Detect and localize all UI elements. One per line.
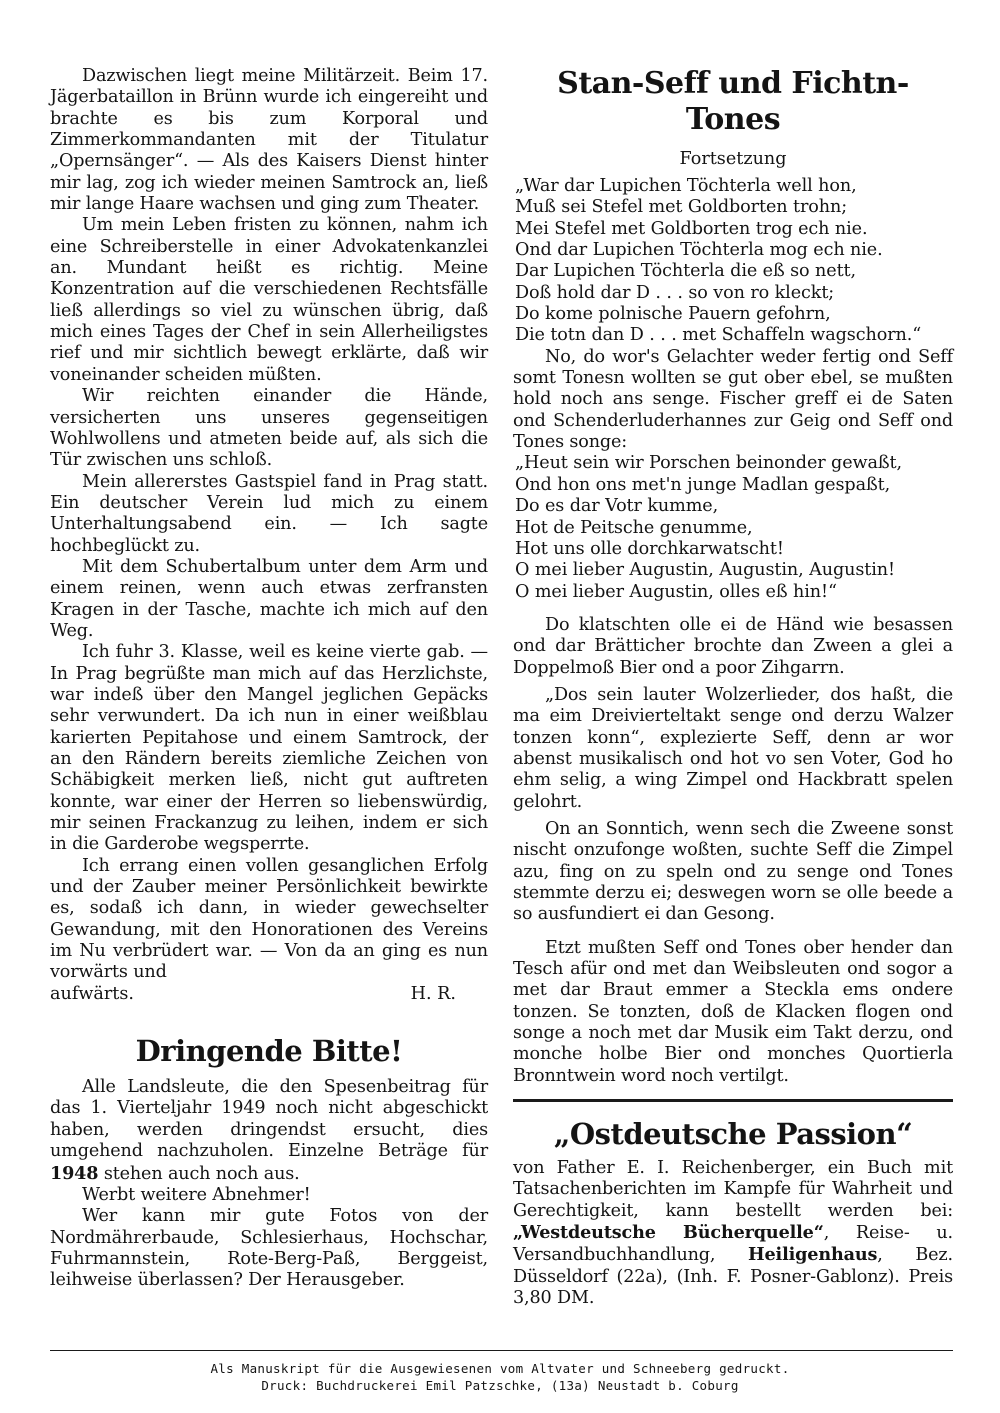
memoir-closing-line: [50, 984, 488, 1005]
poem-line: Do es dar Votr kumme,: [515, 496, 719, 517]
story-paragraph: On an Sonntich, wenn sech die Zweene sonst nischt onzufonge woßten, suchte Seff die Zimpel azu, fing on zu speln ond zu senge ond Tones stemmte derzu ei; deswegen worn se olle beede a so ausfundiert ei dan Gesong.: [513, 818, 953, 925]
bitte-paragraph: Werbt weitere Abnehmer!: [82, 1184, 311, 1205]
section-divider-rule: [513, 1099, 953, 1102]
poem-line: Do kome polnische Pauern gefohrn,: [515, 304, 831, 325]
poem-line: Ond hon ons met'n junge Madlan gespaßt,: [515, 474, 891, 495]
bitte-article: [50, 1077, 488, 1291]
passion-text: , Reise- u. Versandbuchhandlung,: [513, 1223, 953, 1266]
story-paragraph: No, do wor's Gelachter weder fertig ond Seff somt Tonesn wollten se gut ober ebel, se mußten hold noch ans senge. Fischer greff ei de Saten ond Schenderluderhannes zur Geig ond Seff ond Tones songe:: [513, 346, 953, 453]
poem-line: Dar Lupichen Töchterla die eß so nett,: [515, 261, 856, 282]
poem-line: O mei lieber Augustin, Augustin, Augustin!: [515, 560, 895, 581]
footer-rule: [50, 1350, 953, 1351]
passion-headline: „Ostdeutsche Passion“: [553, 1117, 913, 1152]
memoir-paragraph: Dazwischen liegt meine Militärzeit. Beim 17. Jägerbataillon in Brünn wurde ich eingereiht und brachte es bis zum Korporal und Zimmerkommandanten mit der Titulatur „Opernsänger“. — Als des Kaisers Dienst hinter mir lag, zog ich wieder meinen Samtrock an, ließ mir lange Haare wachsen und ging zum Theater.: [50, 66, 488, 215]
footer-line: Als Manuskript für die Ausgewiesenen vom Altvater und Schneeberg gedruckt.: [210, 1361, 790, 1376]
memoir-end-word: aufwärts.: [50, 983, 134, 1004]
poem-line: „Heut sein wir Porschen beinonder gewaßt,: [515, 453, 902, 474]
memoir-article: [50, 66, 488, 1005]
memoir-signature: H. R.: [410, 983, 456, 1004]
left-column: [50, 66, 488, 1292]
poem-line: Die totn dan D . . . met Schaffeln wagschorn.“: [515, 325, 922, 346]
memoir-paragraph: Ich fuhr 3. Klasse, weil es keine vierte gab. — In Prag begrüßte man mich auf das Herzlichste, war indeß über den Mangel jeglichen Gepäcks sehr verwundert. Da ich nun in einer weißblau karierten Pepitahose und einem Samtrock, der an den Rändern bereits ziemliche Zeichen von Schäbigkeit merken ließ, nicht gut auftreten konnte, war einer der Herren so liebenswürdig, mir seinen Frackanzug zu leihen, indem er sich in die Garderobe wegsperrte.: [50, 642, 488, 855]
right-column: [513, 66, 953, 1310]
passion-text: von Father E. I. Reichenberger, ein Buch mit Tatsachenberichten im Kampfe für Wahrheit und Gerechtigkeit, kann bestellt werden bei:: [513, 1158, 953, 1221]
poem-line: Mei Stefel met Goldborten trog ech nie.: [515, 218, 868, 239]
spacer: [513, 926, 953, 938]
footer-line: Druck: Buchdruckerei Emil Patzschke, (13a) Neustadt b. Coburg: [261, 1378, 739, 1393]
stan-seff-headline: Stan-Seff und Fichtn-Tones: [557, 66, 909, 137]
story-paragraph: Etzt mußten Seff ond Tones ober hender dan Tesch afür ond met dan Weibsleuten ond sogor a met dar Braut emmer a Steckla ems ondere tonzen. Se tonzten, doß de Klacken flogen ond songe a noch met dar Musik eim Takt derzu, ond monche holbe Bier ond monches Quortierla Bronntwein word noch vertilgt.: [513, 937, 953, 1086]
poem-stanza-1: [513, 176, 953, 347]
memoir-paragraph: Wir reichten einander die Hände, versicherten uns unseres gegenseitigen Wohlwollens und atmeten beide auf, als sich die Tür zwischen uns schloß.: [50, 386, 488, 471]
bitte-paragraph: [50, 1077, 488, 1185]
poem-line: Hot de Peitsche genumme,: [515, 517, 753, 538]
memoir-paragraph: Mein allererstes Gastspiel fand in Prag statt. Ein deutscher Verein lud mich zu einem Unterhaltungsabend ein. — Ich sagte hochbeglückt zu.: [50, 471, 488, 556]
memoir-paragraph: Um mein Leben fristen zu können, nahm ich eine Schreiberstelle in einer Advokatenkanzlei an. Mundant heißt es richtig. Meine Konzentration auf die verschiedenen Rechtsfälle ließ allerdings so viel zu wünschen übrig, daß mich eines Tages der Chef in sein Allerheiligstes rief und mir sichtlich bewegt erklärte, daß wir voneinander scheiden müßten.: [50, 215, 488, 385]
story-paragraph: Do klatschten olle ei de Händ wie besassen ond dar Brätticher brochte dan Zween a glei a Doppelmoß Bier ond a poor Zihgarrn.: [513, 614, 953, 678]
story-paragraph: „Dos sein lauter Wolzerlieder, dos haßt, die ma eim Dreivierteltakt senge ond derzu Walzer tonzen konn“, explezierte Seff, denn ar wor abenst musikalisch ond hot vo sen Voter, God ho ehm selig, a wing Zimpel ond Hackbratt spelen gelohrt.: [513, 684, 953, 812]
poem-line: Hot uns olle dorchkarwatscht!: [515, 538, 784, 559]
bitte-paragraph: Wer kann mir gute Fotos von der Nordmährerbaude, Schlesierhaus, Hochschar, Fuhrmannstein, Rote-Berg-Paß, Berggeist, leihweise überlassen? Der Herausgeber.: [50, 1206, 488, 1291]
poem-line: O mei lieber Augustin, olles eß hin!“: [515, 581, 837, 602]
passion-publisher: „Westdeutsche Bücherquelle“: [513, 1222, 824, 1244]
spacer: [513, 603, 953, 615]
memoir-paragraph: Mit dem Schubertalbum unter dem Arm und einem reinen, wenn auch etwas zerfransten Kragen in der Tasche, machte ich mich auf den Weg.: [50, 556, 488, 641]
print-footer: [0, 1360, 1000, 1394]
poem-line: Muß sei Stefel met Goldborten trohn;: [515, 197, 848, 218]
poem-line: Ond dar Lupichen Töchterla mog ech nie.: [515, 240, 883, 261]
poem-line: „War dar Lupichen Töchterla well hon,: [515, 176, 857, 196]
memoir-paragraph: Ich errang einen vollen gesanglichen Erfolg und der Zauber meiner Persönlichkeit bewirkte es, sodaß ich dann, in wieder gewechselter Gewandung, mit den Honorationen des Vereins im Nu verbrüdert war. — Von da an ging es nun vorwärts und: [50, 855, 488, 983]
bitte-headline: Dringende Bitte!: [135, 1034, 403, 1069]
passion-text: , Bez. Düsseldorf (22a), (Inh. F. Posner-Gablonz). Preis 3,80 DM.: [513, 1245, 953, 1309]
poem-line: Doß hold dar D . . . so von ro kleckt;: [515, 282, 835, 303]
stan-seff-subtitle: Fortsetzung: [679, 149, 787, 169]
passion-paragraph: [513, 1158, 953, 1309]
bitte-text: Alle Landsleute, die den Spesenbeitrag für das 1. Vierteljahr 1949 noch nicht abgeschickt haben, werden dringendst ersucht, dies umgehend nachzuholen. Einzelne Beträge für: [50, 1077, 488, 1162]
bitte-text: stehen auch noch aus.: [98, 1163, 300, 1184]
bitte-year: 1948: [50, 1162, 99, 1184]
poem-stanza-2: [513, 453, 953, 602]
passion-town: Heiligenhaus: [748, 1244, 878, 1266]
